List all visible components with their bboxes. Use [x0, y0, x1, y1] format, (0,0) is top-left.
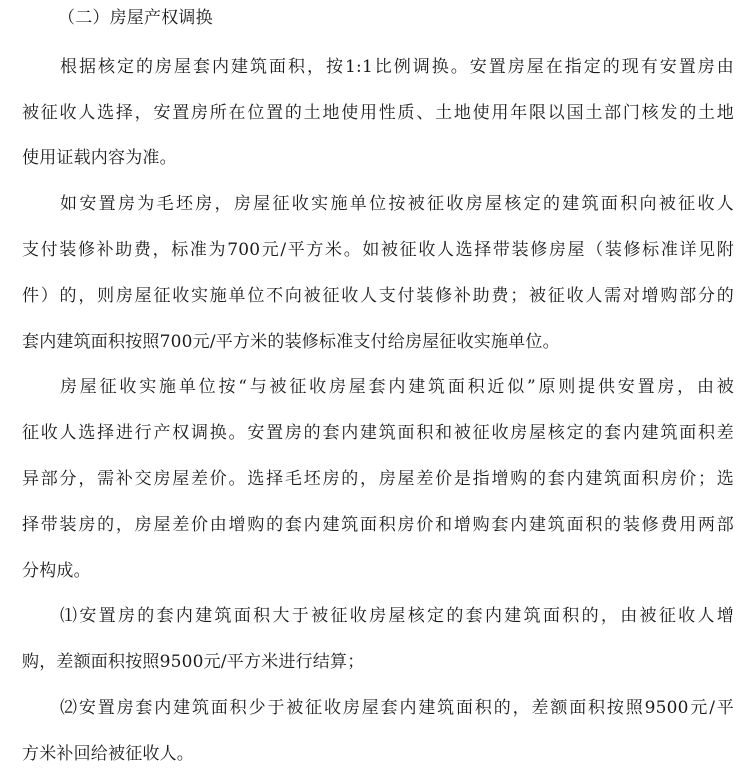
- paragraph-line: 套内建筑面积按照700元/平方米的装修标准支付给房屋征收实施单位。: [22, 332, 560, 352]
- paragraph-line: 购，差额面积按照9500元/平方米进行结算；: [22, 652, 365, 672]
- section-heading: （二）房屋产权调换: [58, 8, 213, 28]
- paragraph-line: ⑴安置房的套内建筑面积大于被征收房屋核定的套内建筑面积的，由被征收人增: [60, 606, 734, 626]
- paragraph-line: 异部分，需补交房屋差价。选择毛坯房的，房屋差价是指增购的套内建筑面积房价；选: [22, 469, 734, 489]
- paragraph-line: 房屋征收实施单位按“与被征收房屋套内建筑面积近似”原则提供安置房，由被: [60, 377, 734, 397]
- paragraph-line: 支付装修补助费，标准为700元/平方米。如被征收人选择带装修房屋（装修标准详见附: [22, 240, 734, 260]
- paragraph-line: 分构成。: [22, 561, 91, 581]
- paragraph-line: 根据核定的房屋套内建筑面积，按1:1比例调换。安置房屋在指定的现有安置房由: [60, 57, 734, 77]
- paragraph-line: 征收人选择进行产权调换。安置房的套内建筑面积和被征收房屋核定的套内建筑面积差: [22, 423, 734, 443]
- paragraph-line: 择带装房的，房屋差价由增购的套内建筑面积房价和增购套内建筑面积的装修费用两部: [22, 515, 734, 535]
- paragraph-line: ⑵安置房套内建筑面积少于被征收房屋套内建筑面积的，差额面积按照9500元/平: [60, 698, 734, 718]
- paragraph-line: 被征收人选择，安置房所在位置的土地使用性质、土地使用年限以国土部门核发的土地: [22, 103, 734, 123]
- paragraph-line: 如安置房为毛坯房，房屋征收实施单位按被征收房屋核定的建筑面积向被征收人: [60, 194, 734, 214]
- paragraph-line: 使用证载内容为准。: [22, 148, 177, 168]
- paragraph-line: 方米补回给被征收人。: [22, 744, 194, 764]
- paragraph-line: 件）的，则房屋征收实施单位不向被征收人支付装修补助费；被征收人需对增购部分的: [22, 286, 734, 306]
